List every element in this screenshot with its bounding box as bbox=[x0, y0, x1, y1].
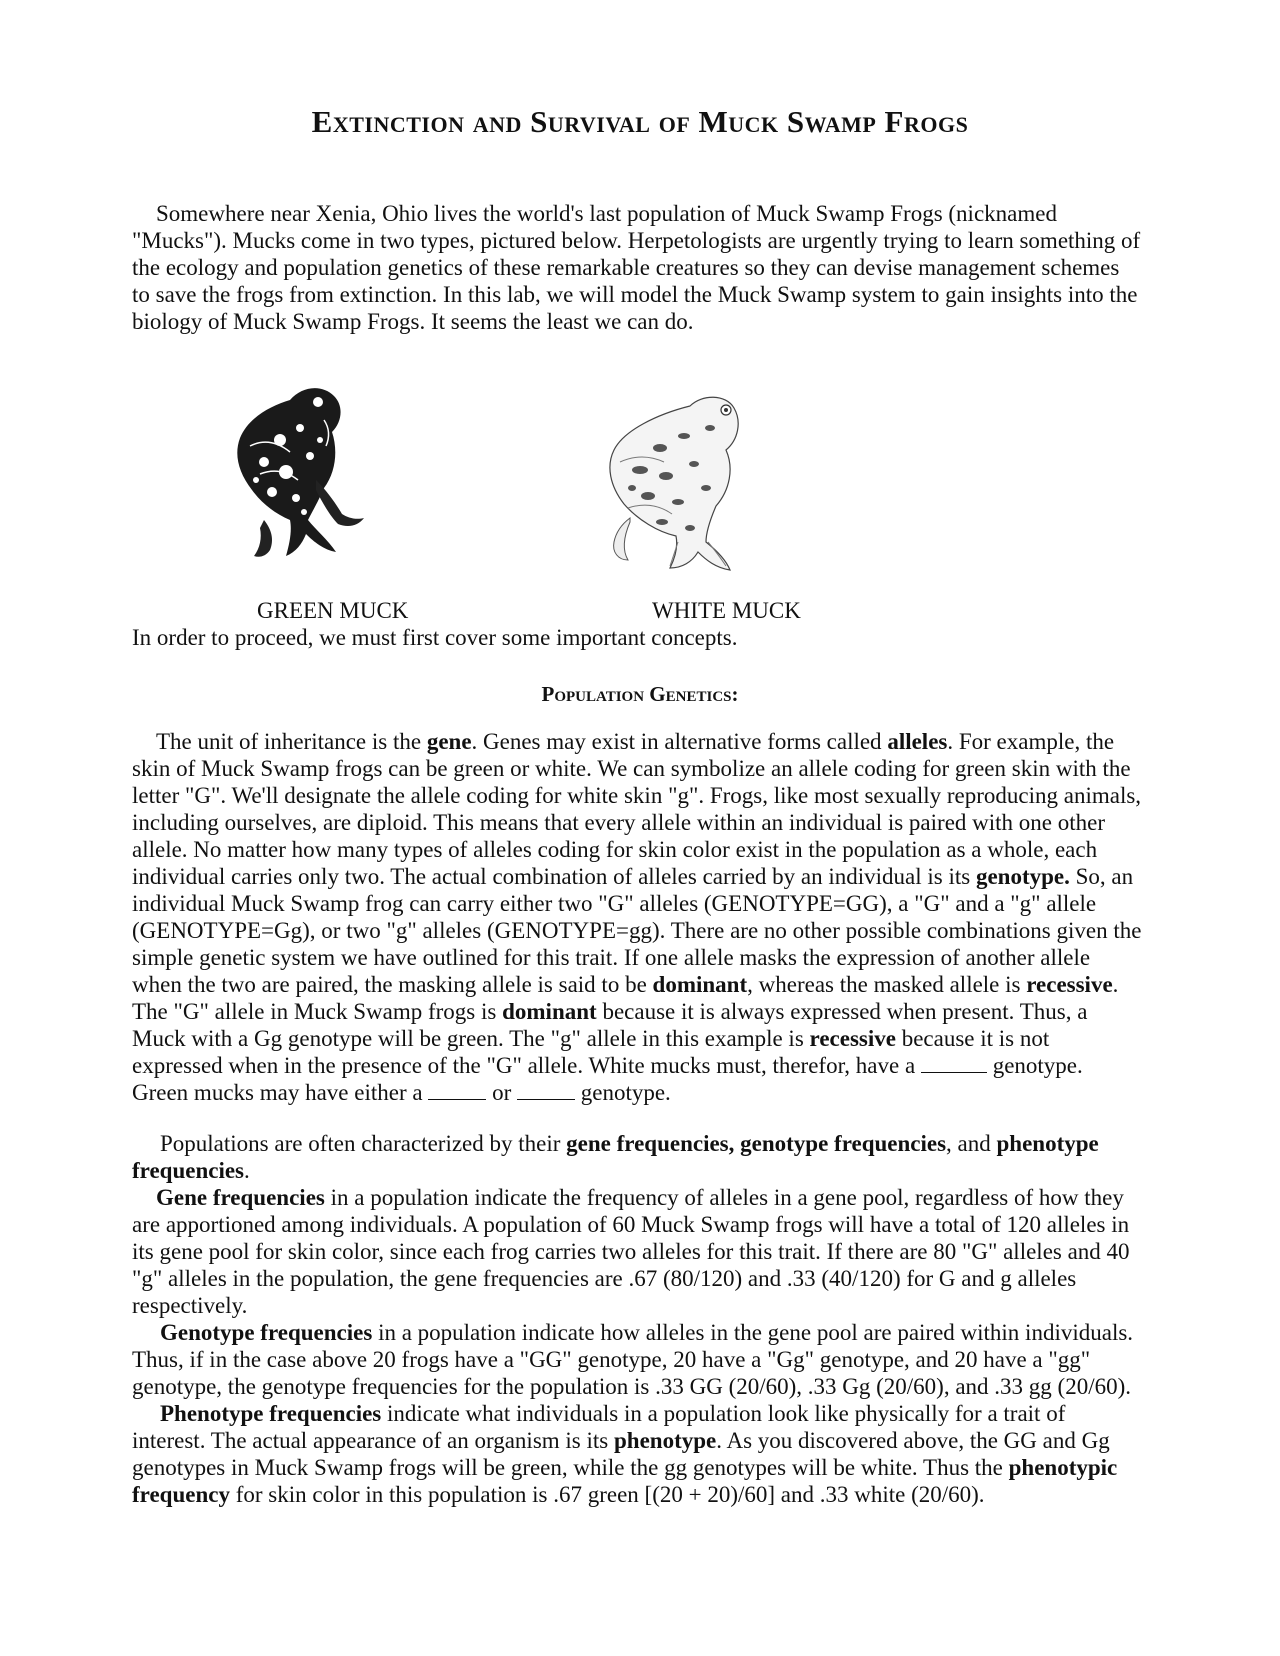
section-heading-population-genetics: Population Genetics: bbox=[541, 682, 739, 706]
keyword-recessive-2: recessive bbox=[809, 1026, 896, 1051]
white-muck-frog-image bbox=[598, 392, 768, 577]
keyword-alleles: alleles bbox=[887, 729, 948, 754]
keyword-recessive: recessive bbox=[1026, 972, 1113, 997]
fill-in-blank-green-genotype-1[interactable] bbox=[428, 1081, 486, 1100]
keyword-dominant: dominant bbox=[652, 972, 748, 997]
white-muck-caption: WHITE MUCK bbox=[652, 598, 801, 623]
document-title: Extinction and Survival of Muck Swamp Frogs bbox=[311, 104, 969, 139]
green-muck-frog-image bbox=[220, 380, 370, 570]
proceed-sentence: In order to proceed, we must first cover some important concepts. bbox=[132, 625, 738, 650]
gene-frequencies-paragraph: Gene frequencies in a population indicate the frequency of alleles in a gene pool, regardless of how they are apportioned among individuals. A population of 60 Muck Swamp frogs will have a total of 120 alleles in its gene pool for skin color, since each frog carries two alleles for this trait. If there are 80 "G" alleles and 40 "g" alleles in the population, the gene frequencies are .67 (80/120) and .33 (40/120) for G and g alleles respectively. bbox=[132, 1185, 1130, 1318]
fill-in-blank-white-genotype[interactable] bbox=[921, 1054, 987, 1073]
phenotype-frequencies-paragraph: Phenotype frequencies indicate what individuals in a population look like physically for a trait of interest. The actual appearance of an organism is its phenotype. As you discovered above, the GG and Gg genotypes in Muck Swamp frogs will be green, while the gg genotypes will be white. Thus the phenotypic frequency for skin color in this population is .67 green [(20 + 20)/60] and .33 white (20/60). bbox=[132, 1401, 1118, 1507]
frequencies-section bbox=[132, 1130, 1142, 1508]
keyword-genotype: genotype. bbox=[975, 864, 1070, 889]
keyword-dominant-2: dominant bbox=[502, 999, 597, 1024]
intro-paragraph: Somewhere near Xenia, Ohio lives the world's last population of Muck Swamp Frogs (nicknamed "Mucks"). Mucks come in two types, pictured below. Herpetologists are urgently trying to learn something of the ecology and population genetics of these remarkable creatures so they can devise management schemes to save the frogs from extinction. In this lab, we will model the Muck Swamp system to gain insights into the biology of Muck Swamp Frogs. It seems the least we can do. bbox=[132, 201, 1141, 334]
genetics-paragraph: The unit of inheritance is the gene. Genes may exist in alternative forms called alleles. For example, the skin of Muck Swamp frogs can be green or white. We can symbolize an allele coding for green skin with the letter "G". We'll designate the allele coding for white skin "g". Frogs, like most sexually reproducing animals, including ourselves, are diploid. This means that every allele within an individual is paired with one other allele. No matter how many types of alleles coding for skin color exist in the population as a whole, each individual carries only two. The actual combination of alleles carried by an individual is its genotype. So, an individual Muck Swamp frog can carry either two "G" alleles (GENOTYPE=GG), a "G" and a "g" allele (GENOTYPE=Gg), or two "g" alleles (GENOTYPE=gg). There are no other possible combinations given the simple genetic system we have outlined for this trait. If one allele masks the expression of another allele when the two are paired, the masking allele is said to be dominant, whereas the masked allele is recessive. The "G" allele in Muck Swamp frogs is dominant because it is always expressed when present. Thus, a Muck with a Gg genotype will be green. The "g" allele in this example is recessive because it is not expressed when in the presence of the "G" allele. White mucks must, therefor, have a genotype. Green mucks may have either a or genotype. bbox=[132, 729, 1142, 1105]
green-muck-caption: GREEN MUCK bbox=[257, 598, 409, 623]
keyword-gene: gene bbox=[426, 729, 472, 754]
genotype-frequencies-paragraph: Genotype frequencies in a population indicate how alleles in the gene pool are paired within individuals. Thus, if in the case above 20 frogs have a "GG" genotype, 20 have a "Gg" genotype, and 20 have a "gg" genotype, the genotype frequencies for the population is .33 GG (20/60), .33 Gg (20/60), and .33 gg (20/60). bbox=[132, 1320, 1134, 1399]
frequencies-intro-paragraph: Populations are often characterized by their gene frequencies, genotype frequencies, and phenotype frequencies. bbox=[132, 1131, 1099, 1183]
fill-in-blank-green-genotype-2[interactable] bbox=[517, 1081, 575, 1100]
